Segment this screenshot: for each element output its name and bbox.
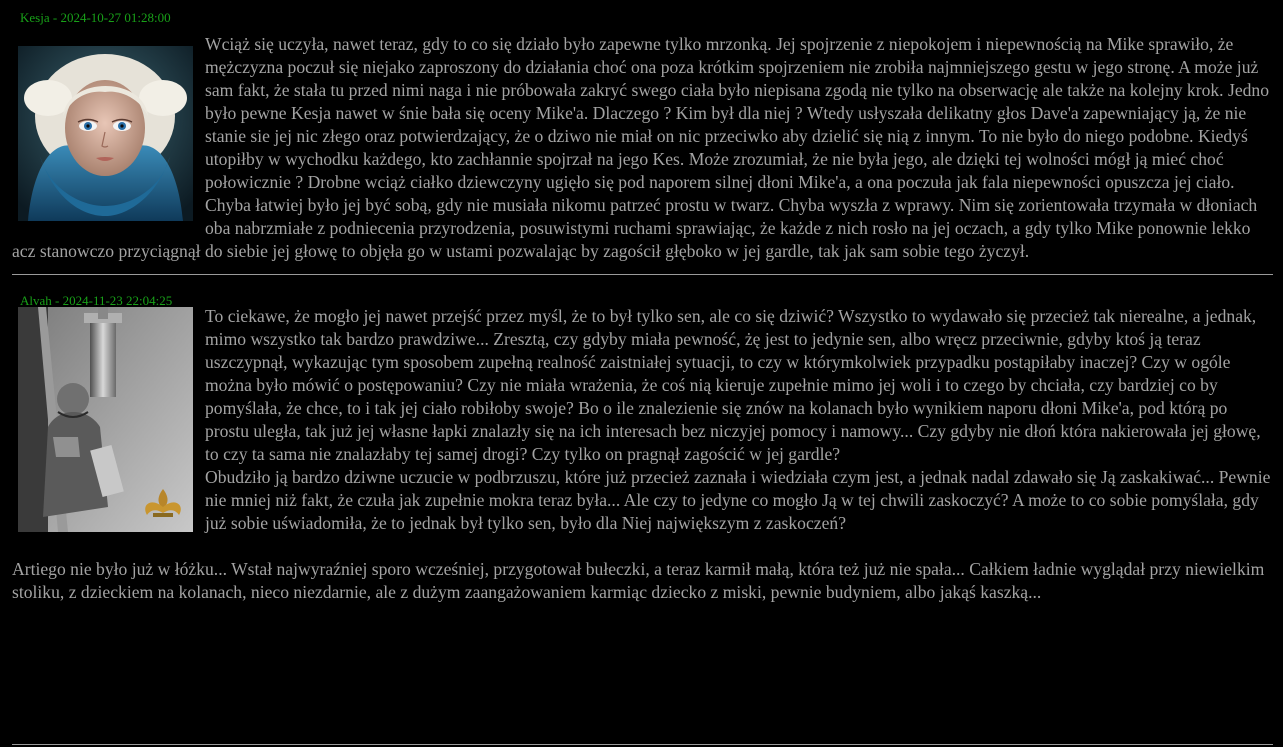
post-date: 2024-10-27 01:28:00 <box>60 10 171 25</box>
post-paragraph: To ciekawe, że mogło jej nawet przejść przez myśl, że to był tylko sen, ale co się dziwić? Wszystko to wydawało się przecież tak nierealne, a jednak, mimo wszystko tak bardzo prawdziwe... Zresztą, czy gdyby miała pewność, żę jest to jedynie sen, albo wręcz przeciwnie, gdyby ktoś ją teraz uszczypnął, wykazując tym sposobem zupełną realność zaistniałej sytuacji, to czy w którymkolwiek przypadku postąpiłaby inaczej? Czy w ogóle można było mówić o postępowaniu? Czy nie miała wrażenia, że coś nią kieruje zupełnie mimo jej woli i to czego by chciała, czy bardziej co by pomyślała, że chce, to i tak jej ciało robiłoby swoje? Bo o ile znalezienie się znów na kolanach było wynikiem naporu dłoni Mike'a, pod którą po prostu uległa, tak już jej własne łapki znalazły się na ich interesach bez niczyjej pomocy i namowy... Czy gdyby nie dłoń która nakierowała jej głowę, to czy ta sama nie znalazłaby tej samej drogi? Czy tylko on pragnął zagościć w jej gardle? <box>205 306 1261 464</box>
post-header <box>12 275 1273 307</box>
post-body <box>12 23 1273 263</box>
avatar[interactable] <box>18 307 193 532</box>
paragraph-spacer <box>12 535 1273 558</box>
post-paragraph: Obudziło ją bardzo dziwne uczucie w podbrzuszu, które już przecież zaznała i wiedziała czym jest, a jednak nadal zdawało się Ją zaskakiwać... Pewnie nie mniej niż fakt, że czuła jak zupełnie mokra teraz była... Ale czy to jedyne co mogło Ją w tej chwili zaskoczyć? A może to co sobie pomyślała, gdy już sobie uświadomiła, że to jednak był tylko sen, było dla Niej największym z zaskoczeń? <box>205 467 1271 533</box>
post-separator <box>12 744 1273 745</box>
post <box>12 275 1273 604</box>
header-separator: - <box>51 293 63 308</box>
avatar[interactable] <box>18 46 193 221</box>
post-header <box>12 0 1273 23</box>
post-date: 2024-11-23 22:04:25 <box>62 293 173 308</box>
post-author[interactable]: Alvah <box>20 293 52 308</box>
post <box>12 0 1273 275</box>
post-paragraph: Wciąż się uczyła, nawet teraz, gdy to co się działo było zapewne tylko mrzonką. Jej spojrzenie z niepokojem i niepewnością na Mike sprawiło, że mężczyzna poczuł się niejako zaproszony do działania choć ona poza krótkim spojrzeniem nie zrobiła najmniejszego gestu w jego stronę. A może już sam fakt, że stała tu przed nimi naga i nie próbowała zakryć swego ciała było niepisana zgodą nie tylko na obserwację ale także na kolejny krok. Jedno było pewne Kesja nawet w śnie bała się oceny Mike'a. Dlaczego ? Kim był dla niej ? Wtedy usłyszała delikatny głos Dave'a zapewniający ją, że nie stanie sie jej nic złego oraz potwierdzający, że o dziwo nie miał on nic przeciwko aby dzielić się nią z innym. To nie było do niego podobne. Kiedyś utopiłby w wychodku każdego, kto zachłannie spojrzał na jego Kes. Może zrozumiał, że nie była jego, ale dzięki tej wolności mógł ją mieć choć połowicznie ? Drobne wciąż ciałko dziewczyny ugięło się pod naporem silnej dłoni Mike'a, a ona poczuła jak fala niepewności opuszcza jej ciało. Chyba łatwiej było jej być sobą, gdy nie musiała nikomu patrzeć prostu w twarz. Chyba wyszła z wprawy. Nim się zorientowała trzymała w dłoniach oba nabrzmiałe z podniecenia przyrodzenia, posuwistymi ruchami sprawiając, że każde z nich rosło na jej oczach, a gdy tylko Mike ponownie lekko acz stanowczo przyciągnął do siebie jej głowę to objęła go w ustami pozwalając by zagościł głęboko w jej gardle, tak jak sam sobie tego życzył. <box>12 34 1270 261</box>
post-author[interactable]: Kesja <box>20 10 50 25</box>
header-separator: - <box>49 10 61 25</box>
post-body <box>12 307 1273 604</box>
post-paragraph: Artiego nie było już w łóżku... Wstał najwyraźniej sporo wcześniej, przygotował bułeczki, a teraz karmił małą, która też już nie spała... Całkiem ładnie wyglądał przy niewielkim stoliku, z dzieckiem na kolanach, nieco niezdarnie, ale z dużym zaangażowaniem karmiąc dziecko z miski, pewnie budyniem, albo jakąś kaszką... <box>12 559 1265 602</box>
